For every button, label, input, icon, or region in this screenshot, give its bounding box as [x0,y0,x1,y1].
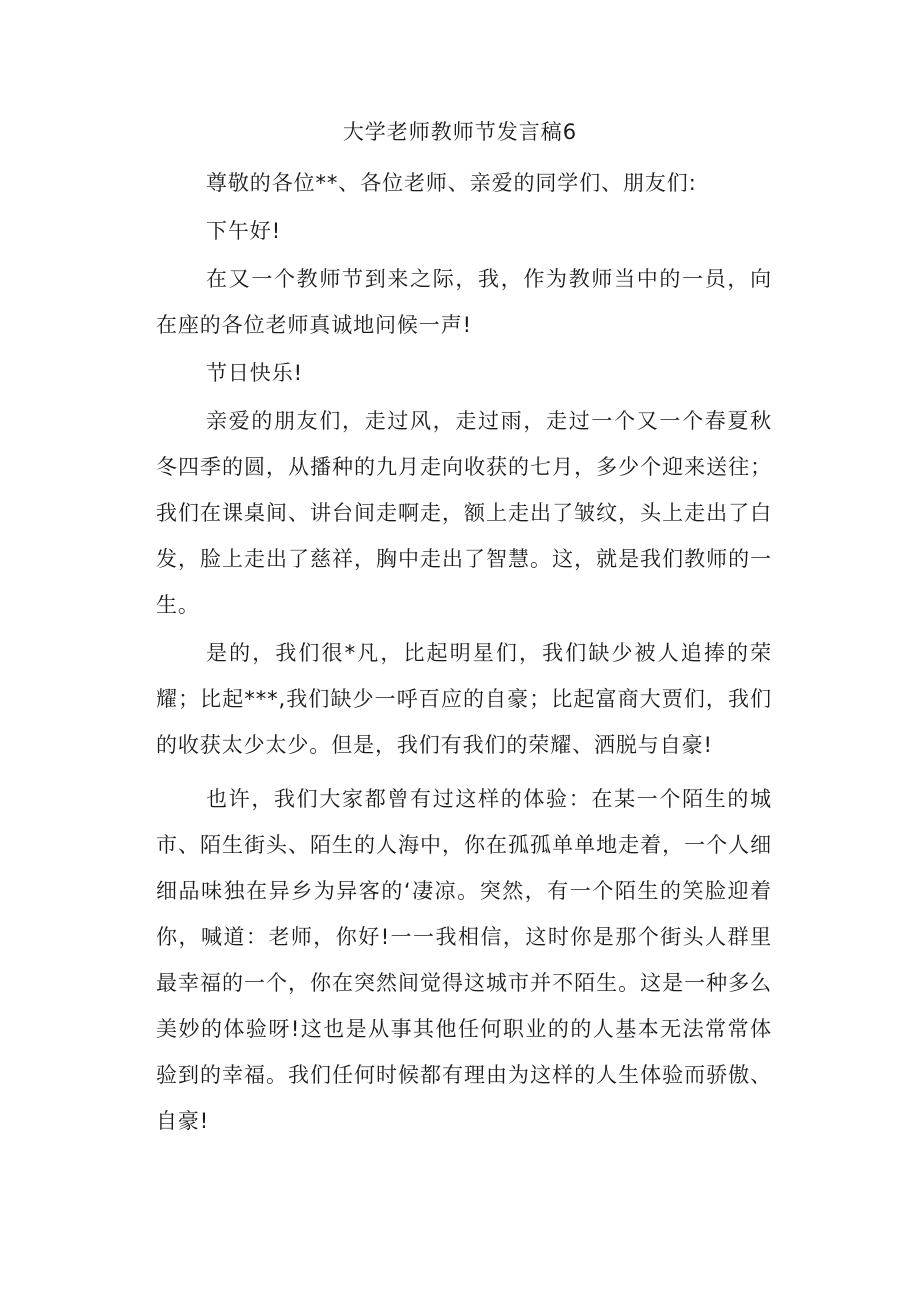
paragraph-ordinary-glory: 是的，我们很*凡，比起明星们，我们缺少被人追捧的荣耀；比起***,我们缺少一呼百应的自豪；比起富商大贾们，我们的收获太少太少。但是，我们有我们的荣耀、洒脱与自豪! [156,641,772,757]
paragraph-greeting: 尊敬的各位**、各位老师、亲爱的同学们、朋友们: [206,171,697,195]
document-body [156,160,772,1146]
paragraph-teachers-day: 在又一个教师节到来之际，我，作为教师当中的一员，向在座的各位老师真诚地问候一声! [156,267,772,337]
paragraph-experience: 也许，我们大家都曾有过这样的体验：在某一个陌生的城市、陌生街头、陌生的人海中，你在孤孤单单地走着，一个人细细品味独在异乡为异客的‘凄凉。突然，有一个陌生的笑脸迎着你，喊道：老师，你好!一一我相信，这时你是那个街头人群里最幸福的一个，你在突然间觉得这城市并不陌生。这是一种多么美妙的体验呀!这也是从事其他任何职业的的人基本无法常常体验到的幸福。我们任何时候都有理由为这样的人生体验而骄傲、自豪! [156,787,772,1133]
paragraph-good-afternoon: 下午好! [206,219,282,243]
paragraph-happy-holiday: 节日快乐! [206,361,303,385]
document-title: 大学老师教师节发言稿6 [342,120,578,144]
paragraph-teacher-life: 亲爱的朋友们，走过风，走过雨，走过一个又一个春夏秋冬四季的圆，从播种的九月走向收获的七月，多少个迎来送往；我们在课桌间、讲台间走啊走，额上走出了皱纹，头上走出了白发，脸上走出了慈祥，胸中走出了智慧。这，就是我们教师的一生。 [156,409,772,617]
